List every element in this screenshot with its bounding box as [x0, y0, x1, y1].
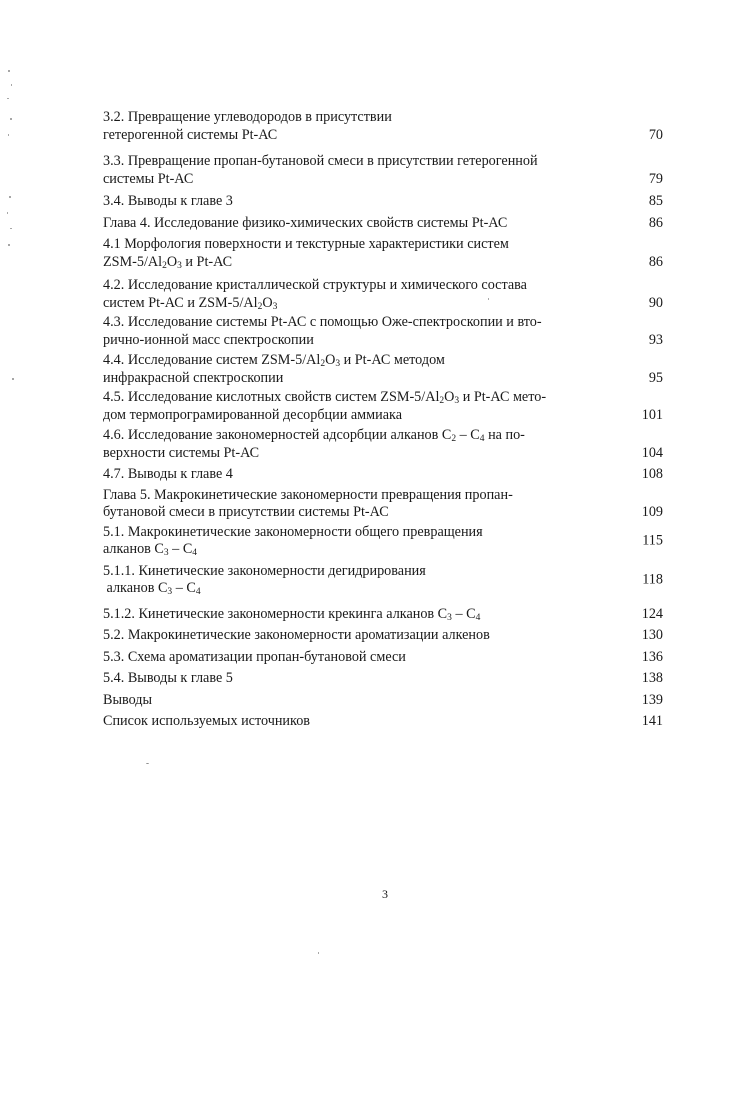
toc-page-number: 85 — [648, 193, 663, 209]
toc-entry-5-1 — [103, 524, 663, 559]
toc-entry-title: 5.1.2. Кинетические закономерности крекинга алканов $C_3 - C_4$ — [103, 605, 481, 623]
toc-entry-title: 4.3. Исследование системы Pt-АС с помощью Оже-спектроскопии и вто- рично-ионной масс спектроскопии — [103, 314, 542, 348]
scan-speck — [12, 378, 14, 380]
scan-speck — [11, 84, 12, 86]
toc-page-number: 79 — [648, 170, 663, 187]
toc-entry-title: 3.4. Выводы к главе 3 — [103, 193, 233, 209]
toc-entry-chapter-5 — [103, 487, 663, 522]
toc-page-number: 70 — [648, 126, 663, 143]
toc-entry-title: Глава 5. Макрокинетические закономерности превращения пропан- бутановой смеси в присутствии системы Pt-АС — [103, 486, 513, 520]
toc-entry-title: Глава 4. Исследование физико-химических свойств системы Pt-АС — [103, 214, 508, 231]
toc-page-number: 101 — [641, 406, 663, 423]
scan-speck — [8, 70, 10, 72]
toc-entry-3-3 — [103, 153, 663, 188]
toc-page-number: 86 — [648, 253, 663, 270]
toc-entry-title: 5.1.1. Кинетические закономерности дегидрирования алканов $C_3 - C_4$ — [103, 562, 426, 597]
toc-page-number: 108 — [641, 466, 663, 482]
scan-speck — [8, 134, 9, 136]
toc-page-number: 109 — [641, 504, 663, 520]
scan-speck — [10, 228, 12, 229]
toc-entry-4-1 — [103, 236, 663, 271]
toc-page-number: 104 — [641, 444, 663, 461]
toc-entry-5-2 — [103, 627, 663, 645]
toc-entry-5-1-1 — [103, 563, 663, 598]
toc-entry-title: 4.7. Выводы к главе 4 — [103, 466, 233, 482]
toc-page-number: 124 — [641, 605, 663, 622]
toc-page-number: 139 — [641, 691, 663, 708]
toc-entry-3-4 — [103, 193, 663, 211]
scan-speck — [146, 763, 149, 764]
toc-entry-title: 4.5. Исследование кислотных свойств систем ZSM-$5/Al_2O_3$ и Pt-АС мето- дом термопрограмированной десорбции аммиака — [103, 389, 547, 423]
toc-entry-title: 5.4. Выводы к главе 5 — [103, 670, 233, 686]
toc-entry-5-4 — [103, 670, 663, 688]
toc-page-number: 95 — [648, 369, 663, 386]
toc-page-number: 141 — [641, 713, 663, 729]
toc-entry-title: 5.3. Схема ароматизации пропан-бутановой смеси — [103, 648, 406, 665]
toc-entry-5-3 — [103, 649, 663, 667]
toc-entry-conclusions — [103, 692, 663, 710]
table-of-contents — [103, 109, 663, 731]
toc-entry-title: 4.1 Морфология поверхности и текстурные характеристики систем ZSM-$5/Al_2O_3$ и Pt-АС — [103, 236, 509, 271]
toc-page-number: 118 — [642, 571, 663, 588]
toc-page-number: 115 — [642, 532, 663, 549]
scan-speck — [7, 212, 8, 214]
toc-entry-title: 3.2. Превращение углеводородов в присутствии гетерогенной системы Pt-АС — [103, 109, 392, 143]
toc-entry-title: Выводы — [103, 691, 153, 708]
toc-entry-references — [103, 713, 663, 731]
toc-entry-4-7 — [103, 466, 663, 484]
toc-page-number: 136 — [641, 648, 663, 665]
toc-page-number: 86 — [648, 214, 663, 231]
toc-entry-title: 5.2. Макрокинетические закономерности ароматизации алкенов — [103, 627, 490, 643]
toc-page-number: 90 — [648, 294, 663, 311]
toc-page-number: 130 — [641, 627, 663, 643]
toc-entry-title: 4.4. Исследование систем ZSM-$5/Al_2O_3$ и Pt-АС методом инфракрасной спектроскопии — [103, 352, 445, 386]
scan-speck — [488, 298, 489, 300]
scan-speck — [8, 244, 10, 246]
toc-entry-title: 3.3. Превращение пропан-бутановой смеси в присутствии гетерогенной системы Pt-АС — [103, 153, 538, 187]
toc-entry-title: 4.2. Исследование кристаллической структуры и химического состава систем Pt-АС и ZSM-$5/Al_2O_3$ — [103, 277, 527, 312]
toc-entry-4-3 — [103, 314, 663, 349]
scan-speck — [318, 952, 319, 954]
toc-entry-title: Список используемых источников — [103, 713, 310, 729]
page-number: 3 — [382, 887, 388, 901]
scan-speck — [10, 118, 12, 120]
toc-entry-title: 5.1. Макрокинетические закономерности общего превращения алканов $C_3 - C_4$ — [103, 523, 483, 558]
toc-entry-4-5 — [103, 389, 663, 424]
scan-speck — [7, 98, 9, 99]
scan-speck — [9, 196, 11, 198]
toc-entry-3-2 — [103, 109, 663, 144]
toc-page-number: 138 — [641, 670, 663, 686]
toc-entry-4-2 — [103, 277, 663, 312]
toc-entry-4-4 — [103, 352, 663, 387]
toc-entry-5-1-2 — [103, 606, 663, 624]
toc-entry-title: 4.6. Исследование закономерностей адсорбции алканов $C_2 - C_4$ на по- верхности системы Pt-АС — [103, 427, 525, 461]
toc-entry-4-6 — [103, 427, 663, 462]
toc-entry-chapter-4 — [103, 215, 663, 233]
toc-page-number: 93 — [648, 331, 663, 348]
